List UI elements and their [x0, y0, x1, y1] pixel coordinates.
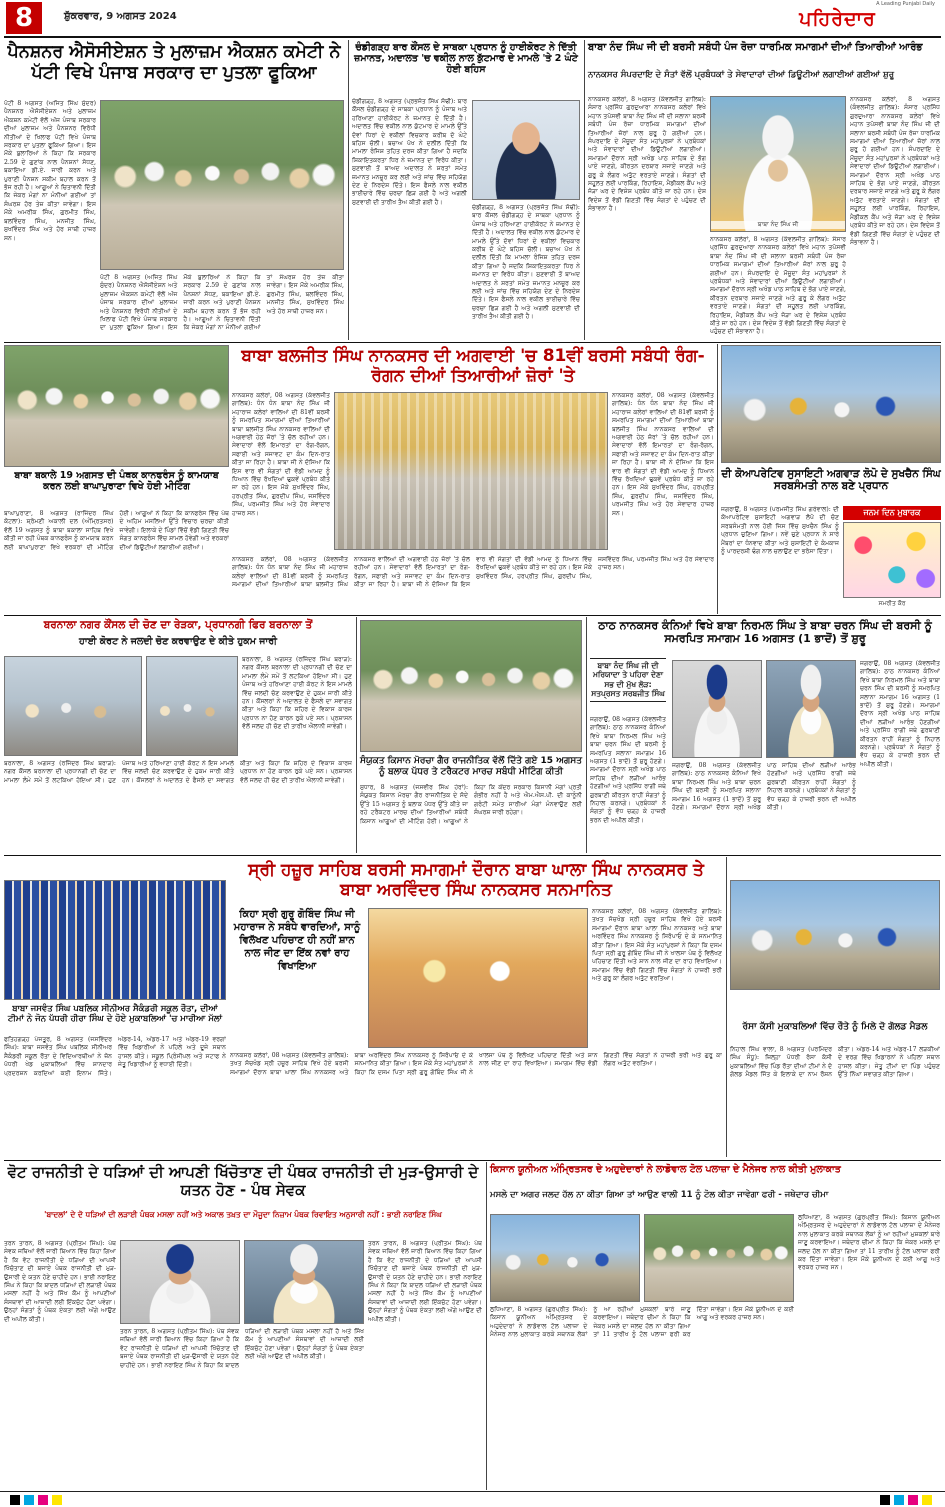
nanaksar-kania-body-3: ਜਗਰਾਉਂ, 08 ਅਗਸਤ (ਕੰਵਲਜੀਤ ਗਾਲਿਬ): ਠਾਠ ਨਾਨਕਸਰ ਕੰਨਿਆਂ ਵਿਖੇ ਬਾਬਾ ਨਿਰਮਲ ਸਿੰਘ ਅਤੇ ਬਾਬਾ ਚਰਨ ਸਿੰਘ ਦੀ ਬਰਸੀ ਨੂੰ ਸਮਰਪਿਤ ਸਲਾਨਾ ਸਮਾਗਮ 16 ਅਗਸਤ (1 ਭਾਦੋਂ) ਤੋਂ ਸ਼ੁਰੂ ਹੋਣਗੇ। ਸਮਾਗਮਾਂ ਦੌਰਾਨ ਸ੍ਰੀ ਅਖੰਡ ਪਾਠ ਸਾਹਿਬ ਦੀਆਂ ਲੜੀਆਂ ਆਰੰਭ ਹੋਣਗੀਆਂ ਅਤੇ ਪ੍ਰਸਿੱਧ ਰਾਗੀ ਜਥੇ ਗੁਰਬਾਣੀ ਕੀਰਤਨ ਰਾਹੀਂ ਸੰਗਤਾਂ ਨੂੰ ਨਿਹਾਲ ਕਰਨਗੇ। ਪ੍ਰਬੰਧਕਾਂ ਨੇ ਸੰਗਤਾਂ ਨੂੰ ਵੱਧ ਚੜ੍ਹ ਕੇ ਹਾਜ਼ਰੀ ਭਰਨ ਦੀ ਅਪੀਲ ਕੀਤੀ। — [672, 762, 856, 812]
issue-date: ਸ਼ੁੱਕਰਵਾਰ, 9 ਅਗਸਤ 2024 — [64, 11, 177, 22]
registration-mark — [880, 1495, 890, 1505]
nanaksar-kania-body: ਜਗਰਾਉਂ, 08 ਅਗਸਤ (ਕੰਵਲਜੀਤ ਗਾਲਿਬ): ਠਾਠ ਨਾਨਕਸਰ ਕੰਨਿਆਂ ਵਿਖੇ ਬਾਬਾ ਨਿਰਮਲ ਸਿੰਘ ਅਤੇ ਬਾਬਾ ਚਰਨ ਸਿੰਘ ਦੀ ਬਰਸੀ ਨੂੰ ਸਮਰਪਿਤ ਸਲਾਨਾ ਸਮਾਗਮ 16 ਅਗਸਤ (1 ਭਾਦੋਂ) ਤੋਂ ਸ਼ੁਰੂ ਹੋਣਗੇ। ਸਮਾਗਮਾਂ ਦੌਰਾਨ ਸ੍ਰੀ ਅਖੰਡ ਪਾਠ ਸਾਹਿਬ ਦੀਆਂ ਲੜੀਆਂ ਆਰੰਭ ਹੋਣਗੀਆਂ ਅਤੇ ਪ੍ਰਸਿੱਧ ਰਾਗੀ ਜਥੇ ਗੁਰਬਾਣੀ ਕੀਰਤਨ ਰਾਹੀਂ ਸੰਗਤਾਂ ਨੂੰ ਨਿਹਾਲ ਕਰਨਗੇ। ਪ੍ਰਬੰਧਕਾਂ ਨੇ ਸੰਗਤਾਂ ਨੂੰ ਵੱਧ ਚੜ੍ਹ ਕੇ ਹਾਜ਼ਰੀ ਭਰਨ ਦੀ ਅਪੀਲ ਕੀਤੀ। — [860, 660, 940, 768]
divider — [726, 857, 727, 1157]
baba-nand-singh-subhead: ਨਾਨਕਸਰ ਸੰਪਰਦਾਇ ਦੇ ਸੰਤਾਂ ਵੱਲੋਂ ਪ੍ਰਬੰਧਕਾਂ ਤੇ ਸੇਵਾਦਾਰਾਂ ਦੀਆਂ ਡਿਊਟੀਆਂ ਲਗਾਈਆਂ ਗਈਆਂ ਸ਼ੁਰੂ — [588, 70, 894, 80]
school-team-photo — [4, 880, 226, 1000]
bar-council-portrait — [472, 100, 580, 200]
birthday-photo — [843, 522, 941, 598]
baba-charan-singh-photo — [766, 660, 856, 758]
divider — [486, 1162, 487, 1490]
photo-caption: ਬਾਬਾ ਨੰਦ ਸਿੰਘ ਜੀ — [711, 221, 845, 229]
registration-mark — [908, 1495, 918, 1505]
renovation-photo — [334, 392, 608, 550]
registration-mark — [24, 1495, 34, 1505]
divider — [717, 344, 718, 614]
hazur-sahib-body-2: ਨਾਨਕਸਰ ਕਲੇਰਾਂ, 08 ਅਗਸਤ (ਕੰਵਲਜੀਤ ਗਾਲਿਬ): ਤਖਤ ਸੱਚਖੰਡ ਸ੍ਰੀ ਹਜ਼ੂਰ ਸਾਹਿਬ ਵਿਖੇ ਹੋਏ ਬਰਸੀ ਸਮਾਗਮਾਂ ਦੌਰਾਨ ਬਾਬਾ ਘਾਲਾ ਸਿੰਘ ਨਾਨਕਸਰ ਅਤੇ ਬਾਬਾ ਅਰਵਿੰਦਰ ਸਿੰਘ ਨਾਨਕਸਰ ਨੂੰ ਸਿਰੋਪਾਓ ਦੇ ਕੇ ਸਨਮਾਨਿਤ ਕੀਤਾ ਗਿਆ। ਇਸ ਮੌਕੇ ਸੰਤ ਮਹਾਂਪੁਰਸ਼ਾਂ ਨੇ ਕਿਹਾ ਕਿ ਦਸਮ ਪਿਤਾ ਸ੍ਰੀ ਗੁਰੂ ਗੋਬਿੰਦ ਸਿੰਘ ਜੀ ਨੇ ਖਾਲਸਾ ਪੰਥ ਨੂੰ ਵਿਲੱਖਣ ਪਹਿਚਾਣ ਦਿੱਤੀ ਅਤੇ ਸ਼ਾਨ ਨਾਲ ਜੀਣ ਦਾ ਰਾਹ ਵਿਖਾਇਆ। ਸਮਾਗਮ ਵਿੱਚ ਵੱਡੀ ਗਿਣਤੀ ਵਿੱਚ ਸੰਗਤਾਂ ਨੇ ਹਾਜ਼ਰੀ ਭਰੀ ਅਤੇ ਗੁਰੂ ਕਾ ਲੰਗਰ ਅਤੁੱਟ ਵਰਤਿਆ। — [230, 1052, 722, 1076]
pensioners-body-2: ਪੱਟੀ 8 ਅਗਸਤ (ਅਜਿਤ ਸਿੰਘ ਸੁੰਦਰ) ਪੈਨਸ਼ਨਰ ਐਸੋਸੀਏਸ਼ਨ ਅਤੇ ਮੁਲਾਜ਼ਮ ਐਕਸ਼ਨ ਕਮੇਟੀ ਵੱਲੋਂ ਅੱਜ ਪੰਜਾਬ ਸਰਕਾਰ ਦੀਆਂ ਮੁਲਾਜ਼ਮ ਅਤੇ ਪੈਨਸ਼ਨਰ ਵਿਰੋਧੀ ਨੀਤੀਆਂ ਦੇ ਖਿਲਾਫ ਪੱਟੀ ਵਿਖੇ ਪੰਜਾਬ ਸਰਕਾਰ ਦਾ ਪੁਤਲਾ ਫੂਕਿਆ ਗਿਆ। ਇਸ ਮੌਕੇ ਬੁਲਾਰਿਆਂ ਨੇ ਕਿਹਾ ਕਿ ਸਰਕਾਰ 2.59 ਦੇ ਗੁਣਾਂਕ ਨਾਲ ਪੈਨਸ਼ਨਾਂ ਸੋਧਣ, ਬਕਾਇਆ ਡੀ.ਏ. ਜਾਰੀ ਕਰਨ ਅਤੇ ਪੁਰਾਣੀ ਪੈਨਸ਼ਨ ਸਕੀਮ ਬਹਾਲ ਕਰਨ ਤੋਂ ਭੱਜ ਰਹੀ ਹੈ। ਆਗੂਆਂ ਨੇ ਚਿਤਾਵਨੀ ਦਿੱਤੀ ਕਿ ਜੇਕਰ ਮੰਗਾਂ ਨਾ ਮੰਨੀਆਂ ਗਈਆਂ ਤਾਂ ਸੰਘਰਸ਼ ਹੋਰ ਤੇਜ਼ ਕੀਤਾ ਜਾਵੇਗਾ। ਇਸ ਮੌਕੇ ਅਮਰੀਕ ਸਿੰਘ, ਗੁਰਮੀਤ ਸਿੰਘ, ਬਲਵਿੰਦਰ ਸਿੰਘ, ਮਨਜੀਤ ਸਿੰਘ, ਸੁਖਵਿੰਦਰ ਸਿੰਘ ਅਤੇ ਹੋਰ ਸਾਥੀ ਹਾਜ਼ਰ ਸਨ। — [100, 274, 344, 332]
baba-nand-singh-body-3: ਨਾਨਕਸਰ ਕਲੇਰਾਂ, 8 ਅਗਸਤ (ਕੰਵਲਜੀਤ ਗਾਲਿਬ): ਸੰਸਾਰ ਪ੍ਰਸਿੱਧ ਗੁਰਦੁਆਰਾ ਨਾਨਕਸਰ ਕਲੇਰਾਂ ਵਿਖੇ ਮਹਾਨ ਤਪੱਸਵੀ ਬਾਬਾ ਨੰਦ ਸਿੰਘ ਜੀ ਦੀ ਸਲਾਨਾ ਬਰਸੀ ਸਬੰਧੀ ਪੰਜ ਰੋਜ਼ਾ ਧਾਰਮਿਕ ਸਮਾਗਮਾਂ ਦੀਆਂ ਤਿਆਰੀਆਂ ਜ਼ੋਰਾਂ ਨਾਲ ਸ਼ੁਰੂ ਹੋ ਗਈਆਂ ਹਨ। ਸੰਪਰਦਾਇ ਦੇ ਮੌਜੂਦਾ ਸੰਤ ਮਹਾਂਪੁਰਸ਼ਾਂ ਨੇ ਪ੍ਰਬੰਧਕਾਂ ਅਤੇ ਸੇਵਾਦਾਰਾਂ ਦੀਆਂ ਡਿਊਟੀਆਂ ਲਗਾਈਆਂ। ਸਮਾਗਮਾਂ ਦੌਰਾਨ ਸ੍ਰੀ ਅਖੰਡ ਪਾਠ ਸਾਹਿਬ ਦੇ ਭੋਗ ਪਾਏ ਜਾਣਗੇ, ਕੀਰਤਨ ਦਰਬਾਰ ਸਜਾਏ ਜਾਣਗੇ ਅਤੇ ਗੁਰੂ ਕੇ ਲੰਗਰ ਅਤੁੱਟ ਵਰਤਾਏ ਜਾਣਗੇ। ਸੰਗਤਾਂ ਦੀ ਸਹੂਲਤ ਲਈ ਪਾਰਕਿੰਗ, ਰਿਹਾਇਸ਼, ਮੈਡੀਕਲ ਕੈਂਪ ਅਤੇ ਜੋੜਾ ਘਰ ਦੇ ਵਿਸ਼ੇਸ਼ ਪ੍ਰਬੰਧ ਕੀਤੇ ਜਾ ਰਹੇ ਹਨ। ਦੇਸ਼ ਵਿਦੇਸ਼ ਤੋਂ ਵੱਡੀ ਗਿਣਤੀ ਵਿੱਚ ਸੰਗਤਾਂ ਦੇ ਪਹੁੰਚਣ ਦੀ ਸੰਭਾਵਨਾ ਹੈ। — [710, 236, 846, 336]
bar-council-body-2: ਚੰਡੀਗੜ੍ਹ, 8 ਅਗਸਤ (ਪ੍ਰਭਜੋਤ ਸਿੰਘ ਸੋਢੀ): ਬਾਰ ਕੌਂਸਲ ਚੰਡੀਗੜ੍ਹ ਦੇ ਸਾਬਕਾ ਪ੍ਰਧਾਨ ਨੂੰ ਪੰਜਾਬ ਅਤੇ ਹਰਿਆਣਾ ਹਾਈਕੋਰਟ ਨੇ ਜ਼ਮਾਨਤ ਦੇ ਦਿੱਤੀ ਹੈ। ਅਦਾਲਤ ਵਿੱਚ ਵਕੀਲ ਨਾਲ ਕੁੱਟਮਾਰ ਦੇ ਮਾਮਲੇ ਉੱਤੇ ਦੋਵਾਂ ਧਿਰਾਂ ਦੇ ਵਕੀਲਾਂ ਵਿਚਕਾਰ ਕਰੀਬ ਦੋ ਘੰਟੇ ਬਹਿਸ ਚੱਲੀ। ਬਚਾਅ ਪੱਖ ਨੇ ਦਲੀਲ ਦਿੱਤੀ ਕਿ ਮਾਮਲਾ ਰੰਜਿਸ਼ ਤਹਿਤ ਦਰਜ ਕੀਤਾ ਗਿਆ ਹੈ ਜਦਕਿ ਸ਼ਿਕਾਇਤਕਰਤਾ ਧਿਰ ਨੇ ਜ਼ਮਾਨਤ ਦਾ ਵਿਰੋਧ ਕੀਤਾ। ਸੁਣਵਾਈ ਤੋਂ ਬਾਅਦ ਅਦਾਲਤ ਨੇ ਸ਼ਰਤਾਂ ਸਮੇਤ ਜ਼ਮਾਨਤ ਮਨਜ਼ੂਰ ਕਰ ਲਈ ਅਤੇ ਜਾਂਚ ਵਿੱਚ ਸਹਿਯੋਗ ਦੇਣ ਦੇ ਨਿਰਦੇਸ਼ ਦਿੱਤੇ। ਇਸ ਫੈਸਲੇ ਨਾਲ ਵਕੀਲ ਭਾਈਚਾਰੇ ਵਿੱਚ ਚਰਚਾ ਛਿੜ ਗਈ ਹੈ ਅਤੇ ਅਗਲੀ ਸੁਣਵਾਈ ਦੀ ਤਾਰੀਖ ਤੈਅ ਕੀਤੀ ਗਈ ਹੈ। — [472, 204, 580, 321]
barnala-photo-1 — [4, 656, 142, 756]
barnala-body: ਬਰਨਾਲਾ, 8 ਅਗਸਤ (ਰਜਿੰਦਰ ਸਿੰਘ ਬਰਾੜ): ਨਗਰ ਕੌਂਸਲ ਬਰਨਾਲਾ ਦੀ ਪ੍ਰਧਾਨਗੀ ਦੀ ਚੋਣ ਦਾ ਮਾਮਲਾ ਲੰਮੇ ਸਮੇਂ ਤੋਂ ਲਟਕਿਆ ਹੋਇਆ ਸੀ। ਹੁਣ ਪੰਜਾਬ ਅਤੇ ਹਰਿਆਣਾ ਹਾਈ ਕੋਰਟ ਨੇ ਇਸ ਮਾਮਲੇ ਵਿੱਚ ਜਲਦੀ ਚੋਣ ਕਰਵਾਉਣ ਦੇ ਹੁਕਮ ਜਾਰੀ ਕੀਤੇ ਹਨ। ਕੌਂਸਲਰਾਂ ਨੇ ਅਦਾਲਤ ਦੇ ਫੈਸਲੇ ਦਾ ਸਵਾਗਤ ਕੀਤਾ ਅਤੇ ਕਿਹਾ ਕਿ ਸ਼ਹਿਰ ਦੇ ਵਿਕਾਸ ਕਾਰਜ ਪ੍ਰਧਾਨ ਨਾ ਹੋਣ ਕਾਰਨ ਰੁਕੇ ਪਏ ਸਨ। ਪ੍ਰਸ਼ਾਸਨ ਵੱਲੋਂ ਜਲਦ ਹੀ ਚੋਣ ਦੀ ਤਾਰੀਖ ਐਲਾਨੀ ਜਾਵੇਗੀ। — [242, 656, 352, 731]
registration-mark — [10, 1495, 20, 1505]
panth-sevak-photo-1 — [120, 1240, 240, 1324]
divider — [348, 40, 349, 340]
baba-baljit-singh-headline: ਬਾਬਾ ਬਲਜੀਤ ਸਿੰਘ ਨਾਨਕਸਰ ਦੀ ਅਗਵਾਈ 'ਚ 81ਵੀਂ ਬਰਸੀ ਸਬੰਧੀ ਰੰਗ-ਰੋਗਨ ਦੀਆਂ ਤਿਆਰੀਆਂ ਜ਼ੋਰਾਂ 'ਤੇ — [241, 346, 705, 387]
registration-mark — [38, 1495, 48, 1505]
baba-bakala-body: ਬਾਘਾਪੁਰਾਣਾ, 8 ਅਗਸਤ (ਰਾਜਿੰਦਰ ਸਿੰਘ ਕੋਟਲਾ): ਸ਼੍ਰੋਮਣੀ ਅਕਾਲੀ ਦਲ (ਅੰਮ੍ਰਿਤਸਰ) ਵੱਲੋਂ 19 ਅਗਸਤ ਨੂੰ ਬਾਬਾ ਬਕਾਲਾ ਸਾਹਿਬ ਵਿਖੇ ਕੀਤੀ ਜਾ ਰਹੀ ਪੰਥਕ ਕਾਨਫਰੰਸ ਨੂੰ ਕਾਮਯਾਬ ਕਰਨ ਲਈ ਬਾਘਾਪੁਰਾਣਾ ਵਿਖੇ ਵਰਕਰਾਂ ਦੀ ਮੀਟਿੰਗ ਹੋਈ। ਆਗੂਆਂ ਨੇ ਕਿਹਾ ਕਿ ਕਾਨਫਰੰਸ ਵਿੱਚ ਪੰਥ ਦੇ ਅਹਿਮ ਮਸਲਿਆਂ ਉੱਤੇ ਵਿਚਾਰ ਚਰਚਾ ਕੀਤੀ ਜਾਵੇਗੀ। ਇਲਾਕੇ ਦੇ ਪਿੰਡਾਂ ਵਿੱਚੋਂ ਵੱਡੀ ਗਿਣਤੀ ਵਿੱਚ ਸੰਗਤ ਕਾਨਫਰੰਸ ਵਿੱਚ ਸ਼ਾਮਲ ਹੋਵੇਗੀ ਅਤੇ ਵਰਕਰਾਂ ਦੀਆਂ ਡਿਊਟੀਆਂ ਲਗਾਈਆਂ ਗਈਆਂ। — [4, 510, 229, 551]
tagline: A Leading Punjabi Daily — [876, 1, 935, 7]
baba-baljit-singh-body-2: ਨਾਨਕਸਰ ਕਲੇਰਾਂ, 08 ਅਗਸਤ (ਕੰਵਲਜੀਤ ਗਾਲਿਬ): ਧੰਨ ਧੰਨ ਬਾਬਾ ਨੰਦ ਸਿੰਘ ਜੀ ਮਹਾਰਾਜ ਕਲੇਰਾਂ ਵਾਲਿਆਂ ਦੀ 81ਵੀਂ ਬਰਸੀ ਨੂੰ ਸਮਰਪਿਤ ਸਮਾਗਮਾਂ ਦੀਆਂ ਤਿਆਰੀਆਂ ਬਾਬਾ ਬਲਜੀਤ ਸਿੰਘ ਨਾਨਕਸਰ ਵਾਲਿਆਂ ਦੀ ਅਗਵਾਈ ਹੇਠ ਜ਼ੋਰਾਂ 'ਤੇ ਚੱਲ ਰਹੀਆਂ ਹਨ। ਸੇਵਾਦਾਰਾਂ ਵੱਲੋਂ ਇਮਾਰਤਾਂ ਦਾ ਰੰਗ-ਰੋਗਨ, ਸਫਾਈ ਅਤੇ ਸਜਾਵਟ ਦਾ ਕੰਮ ਦਿਨ-ਰਾਤ ਕੀਤਾ ਜਾ ਰਿਹਾ ਹੈ। ਬਾਬਾ ਜੀ ਨੇ ਦੱਸਿਆ ਕਿ ਇਸ ਵਾਰ ਵੀ ਸੰਗਤਾਂ ਦੀ ਵੱਡੀ ਆਮਦ ਨੂੰ ਧਿਆਨ ਵਿੱਚ ਰੱਖਦਿਆਂ ਢੁਕਵੇਂ ਪ੍ਰਬੰਧ ਕੀਤੇ ਜਾ ਰਹੇ ਹਨ। ਇਸ ਮੌਕੇ ਸੁਖਵਿੰਦਰ ਸਿੰਘ, ਹਰਪ੍ਰੀਤ ਸਿੰਘ, ਗੁਰਦੀਪ ਸਿੰਘ, ਜਸਵਿੰਦਰ ਸਿੰਘ, ਪਰਮਜੀਤ ਸਿੰਘ ਅਤੇ ਹੋਰ ਸੇਵਾਦਾਰ ਹਾਜ਼ਰ ਸਨ। — [612, 392, 714, 517]
nanaksar-kania-body-2: ਜਗਰਾਉਂ, 08 ਅਗਸਤ (ਕੰਵਲਜੀਤ ਗਾਲਿਬ): ਠਾਠ ਨਾਨਕਸਰ ਕੰਨਿਆਂ ਵਿਖੇ ਬਾਬਾ ਨਿਰਮਲ ਸਿੰਘ ਅਤੇ ਬਾਬਾ ਚਰਨ ਸਿੰਘ ਦੀ ਬਰਸੀ ਨੂੰ ਸਮਰਪਿਤ ਸਲਾਨਾ ਸਮਾਗਮ 16 ਅਗਸਤ (1 ਭਾਦੋਂ) ਤੋਂ ਸ਼ੁਰੂ ਹੋਣਗੇ। ਸਮਾਗਮਾਂ ਦੌਰਾਨ ਸ੍ਰੀ ਅਖੰਡ ਪਾਠ ਸਾਹਿਬ ਦੀਆਂ ਲੜੀਆਂ ਆਰੰਭ ਹੋਣਗੀਆਂ ਅਤੇ ਪ੍ਰਸਿੱਧ ਰਾਗੀ ਜਥੇ ਗੁਰਬਾਣੀ ਕੀਰਤਨ ਰਾਹੀਂ ਸੰਗਤਾਂ ਨੂੰ ਨਿਹਾਲ ਕਰਨਗੇ। ਪ੍ਰਬੰਧਕਾਂ ਨੇ ਸੰਗਤਾਂ ਨੂੰ ਵੱਧ ਚੜ੍ਹ ਕੇ ਹਾਜ਼ਰੀ ਭਰਨ ਦੀ ਅਪੀਲ ਕੀਤੀ। — [590, 716, 666, 824]
rassa-kashi-headline: ਰੱਸਾ ਕੱਸੀ ਮੁਕਾਬਲਿਆਂ ਵਿੱਚ ਰੌਤੇ ਨੂੰ ਮਿਲੇ ਦੋ ਗੋਲਡ ਮੈਡਲ — [742, 1022, 928, 1032]
baba-bakala-headline: ਬਾਬਾ ਬਕਾਲੇ 19 ਅਗਸਤ ਦੀ ਪੰਥਕ ਕਾਨਫਰੰਸ ਨੂੰ ਕਾਮਯਾਬ ਕਰਨ ਲਈ ਬਾਘਾਪੁਰਾਣਾ ਵਿਖੇ ਹੋਈ ਮੀਟਿੰਗ — [14, 470, 219, 493]
baba-nirmal-singh-photo — [672, 660, 762, 758]
nanaksar-kania-inset: ਬਾਬਾ ਨੰਦ ਸਿੰਘ ਜੀ ਦੀ ਮਰਿਯਾਦਾ ਤੇ ਪਹਿਰਾ ਦੇਣਾ ਸਭ ਦੀ ਮੁੱਖ ਲੋੜ: ਸਤਪ੍ਰਸਤ ਸਰਬਜੀਤ ਸਿੰਘ — [590, 658, 666, 702]
divider — [356, 617, 357, 853]
vote-politics-subhead: 'ਬਾਦਲਾਂ' ਦੇ ਦੋ ਧੜਿਆਂ ਦੀ ਲੜਾਈ ਪੰਥਕ ਮਸਲਾ ਨਹੀਂ ਅਤੇ ਅਕਾਲ ਤਖ਼ਤ ਦਾ ਮੌਜੂਦਾ ਨਿਜ਼ਾਮ ਪੰਥਕ ਰਿਵਾਇਤ ਅਨੁਸਾਰੀ ਨਹੀਂ : ਭਾਈ ਨਰਾਇਣ ਸਿੰਘ — [44, 1210, 442, 1219]
kisan-union-body: ਲੁਧਿਆਣਾ, 8 ਅਗਸਤ (ਗੁਰਪ੍ਰੀਤ ਸਿੰਘ): ਕਿਸਾਨ ਯੂਨੀਅਨ ਅੰਮ੍ਰਿਤਸਰ ਦੇ ਅਹੁਦੇਦਾਰਾਂ ਨੇ ਲਾਡੋਵਾਲ ਟੋਲ ਪਲਾਜ਼ਾ ਦੇ ਮੈਨੇਜਰ ਨਾਲ ਮੁਲਾਕਾਤ ਕਰਕੇ ਸਥਾਨਕ ਲੋਕਾਂ ਨੂੰ ਆ ਰਹੀਆਂ ਮੁਸ਼ਕਲਾਂ ਬਾਰੇ ਜਾਣੂ ਕਰਵਾਇਆ। ਜਥੇਦਾਰ ਚੀਮਾ ਨੇ ਕਿਹਾ ਕਿ ਜੇਕਰ ਮਸਲੇ ਦਾ ਜਲਦ ਹੱਲ ਨਾ ਕੀਤਾ ਗਿਆ ਤਾਂ 11 ਤਾਰੀਖ ਨੂੰ ਟੋਲ ਪਲਾਜ਼ਾ ਫਰੀ ਕਰ ਦਿੱਤਾ ਜਾਵੇਗਾ। ਇਸ ਮੌਕੇ ਯੂਨੀਅਨ ਦੇ ਕਈ ਆਗੂ ਅਤੇ ਵਰਕਰ ਹਾਜ਼ਰ ਸਨ। — [798, 1214, 940, 1272]
vote-politics-body: ਤਰਨ ਤਾਰਨ, 8 ਅਗਸਤ (ਪ੍ਰੀਤਮ ਸਿੰਘ): ਪੰਥ ਸੇਵਕ ਜਥਿਆਂ ਵੱਲੋਂ ਜਾਰੀ ਬਿਆਨ ਵਿੱਚ ਕਿਹਾ ਗਿਆ ਹੈ ਕਿ ਵੋਟ ਰਾਜਨੀਤੀ ਦੇ ਧੜਿਆਂ ਦੀ ਆਪਸੀ ਖਿੱਚੋਤਾਣ ਦੀ ਬਜਾਏ ਪੰਥਕ ਰਾਜਨੀਤੀ ਦੀ ਮੁੜ-ਉਸਾਰੀ ਦੇ ਯਤਨ ਹੋਣੇ ਚਾਹੀਦੇ ਹਨ। ਭਾਈ ਨਰਾਇਣ ਸਿੰਘ ਨੇ ਕਿਹਾ ਕਿ ਬਾਦਲ ਧੜਿਆਂ ਦੀ ਲੜਾਈ ਪੰਥਕ ਮਸਲਾ ਨਹੀਂ ਹੈ ਅਤੇ ਸਿੱਖ ਕੌਮ ਨੂੰ ਆਪਣੀਆਂ ਸੰਸਥਾਵਾਂ ਦੀ ਆਜ਼ਾਦੀ ਲਈ ਇੱਕਜੁੱਟ ਹੋਣਾ ਪਵੇਗਾ। ਉਨ੍ਹਾਂ ਸੰਗਤਾਂ ਨੂੰ ਪੰਥਕ ਏਕਤਾ ਲਈ ਅੱਗੇ ਆਉਣ ਦੀ ਅਪੀਲ ਕੀਤੀ। — [4, 1240, 116, 1323]
school-sports-body: ਫਤਿਹਗੜ੍ਹ ਪੰਜਤੂਰ, 8 ਅਗਸਤ (ਜਸਵਿੰਦਰ ਸਿੰਘ): ਬਾਬਾ ਜਸਵੰਤ ਸਿੰਘ ਪਬਲਿਕ ਸੀਨੀਅਰ ਸੈਕੰਡਰੀ ਸਕੂਲ ਰੌਤਾ ਦੇ ਵਿਦਿਆਰਥੀਆਂ ਨੇ ਜ਼ੋਨ ਪੱਧਰੀ ਖੇਡ ਮੁਕਾਬਲਿਆਂ ਵਿੱਚ ਸ਼ਾਨਦਾਰ ਪ੍ਰਦਰਸ਼ਨ ਕਰਦਿਆਂ ਕਈ ਇਨਾਮ ਜਿੱਤੇ। ਅੰਡਰ-14, ਅੰਡਰ-17 ਅਤੇ ਅੰਡਰ-19 ਵਰਗਾਂ ਵਿੱਚ ਖਿਡਾਰੀਆਂ ਨੇ ਪਹਿਲੇ ਅਤੇ ਦੂਜੇ ਸਥਾਨ ਹਾਸਲ ਕੀਤੇ। ਸਕੂਲ ਪ੍ਰਿੰਸੀਪਲ ਅਤੇ ਸਟਾਫ ਨੇ ਜੇਤੂ ਖਿਡਾਰੀਆਂ ਨੂੰ ਵਧਾਈ ਦਿੱਤੀ। — [4, 1036, 226, 1077]
computer-society-headline: ਦੀ ਕੋਆਪਰੇਟਿਵ ਸੁਸਾਇਟੀ ਅਗਵਾੜ ਲੋਪੋ ਦੇ ਸੁਖਚੈਨ ਸਿੰਘ ਸਰਬਸੰਮਤੀ ਨਾਲ ਬਣੇ ਪ੍ਰਧਾਨ — [721, 468, 941, 493]
pensioners-photo — [100, 100, 344, 270]
toll-plaza-photo-1 — [490, 1214, 640, 1302]
divider — [584, 40, 585, 340]
kisan-morcha-body: ਸੁਧਾਰ, 8 ਅਗਸਤ (ਜਸਵੀਰ ਸਿੰਘ ਹੇਰਾਂ): ਸੰਯੁਕਤ ਕਿਸਾਨ ਮੋਰਚਾ ਗੈਰ ਰਾਜਨੀਤਿਕ ਦੇ ਸੱਦੇ ਉੱਤੇ 15 ਅਗਸਤ ਨੂੰ ਬਲਾਕ ਪੱਧਰ ਉੱਤੇ ਕੀਤੇ ਜਾ ਰਹੇ ਟਰੈਕਟਰ ਮਾਰਚ ਦੀਆਂ ਤਿਆਰੀਆਂ ਸਬੰਧੀ ਕਿਸਾਨ ਆਗੂਆਂ ਦੀ ਮੀਟਿੰਗ ਹੋਈ। ਆਗੂਆਂ ਨੇ ਕਿਹਾ ਕਿ ਕੇਂਦਰ ਸਰਕਾਰ ਕਿਸਾਨੀ ਮੰਗਾਂ ਪ੍ਰਤੀ ਗੰਭੀਰ ਨਹੀਂ ਹੈ ਅਤੇ ਐਮ.ਐਸ.ਪੀ. ਦੀ ਕਾਨੂੰਨੀ ਗਰੰਟੀ ਸਮੇਤ ਸਾਰੀਆਂ ਮੰਗਾਂ ਮੰਨਵਾਉਣ ਲਈ ਸੰਘਰਸ਼ ਜਾਰੀ ਰਹੇਗਾ। — [360, 784, 582, 825]
section-rule — [4, 855, 941, 856]
society-group-photo — [721, 345, 941, 463]
toll-plaza-photo-2 — [644, 1214, 794, 1302]
hazur-sahib-headline: ਸ੍ਰੀ ਹਜ਼ੂਰ ਸਾਹਿਬ ਬਰਸੀ ਸਮਾਗਮਾਂ ਦੌਰਾਨ ਬਾਬਾ ਘਾਲਾ ਸਿੰਘ ਨਾਨਕਸਰ ਤੇ ਬਾਬਾ ਅਰਵਿੰਦਰ ਸਿੰਘ ਨਾਨਕਸਰ ਸਨਮਾਨਿਤ — [248, 860, 704, 901]
vote-politics-body-2: ਤਰਨ ਤਾਰਨ, 8 ਅਗਸਤ (ਪ੍ਰੀਤਮ ਸਿੰਘ): ਪੰਥ ਸੇਵਕ ਜਥਿਆਂ ਵੱਲੋਂ ਜਾਰੀ ਬਿਆਨ ਵਿੱਚ ਕਿਹਾ ਗਿਆ ਹੈ ਕਿ ਵੋਟ ਰਾਜਨੀਤੀ ਦੇ ਧੜਿਆਂ ਦੀ ਆਪਸੀ ਖਿੱਚੋਤਾਣ ਦੀ ਬਜਾਏ ਪੰਥਕ ਰਾਜਨੀਤੀ ਦੀ ਮੁੜ-ਉਸਾਰੀ ਦੇ ਯਤਨ ਹੋਣੇ ਚਾਹੀਦੇ ਹਨ। ਭਾਈ ਨਰਾਇਣ ਸਿੰਘ ਨੇ ਕਿਹਾ ਕਿ ਬਾਦਲ ਧੜਿਆਂ ਦੀ ਲੜਾਈ ਪੰਥਕ ਮਸਲਾ ਨਹੀਂ ਹੈ ਅਤੇ ਸਿੱਖ ਕੌਮ ਨੂੰ ਆਪਣੀਆਂ ਸੰਸਥਾਵਾਂ ਦੀ ਆਜ਼ਾਦੀ ਲਈ ਇੱਕਜੁੱਟ ਹੋਣਾ ਪਵੇਗਾ। ਉਨ੍ਹਾਂ ਸੰਗਤਾਂ ਨੂੰ ਪੰਥਕ ਏਕਤਾ ਲਈ ਅੱਗੇ ਆਉਣ ਦੀ ਅਪੀਲ ਕੀਤੀ। — [368, 1240, 482, 1323]
kisan-morcha-photo — [360, 620, 582, 752]
baba-baljit-singh-body-3: ਨਾਨਕਸਰ ਕਲੇਰਾਂ, 08 ਅਗਸਤ (ਕੰਵਲਜੀਤ ਗਾਲਿਬ): ਧੰਨ ਧੰਨ ਬਾਬਾ ਨੰਦ ਸਿੰਘ ਜੀ ਮਹਾਰਾਜ ਕਲੇਰਾਂ ਵਾਲਿਆਂ ਦੀ 81ਵੀਂ ਬਰਸੀ ਨੂੰ ਸਮਰਪਿਤ ਸਮਾਗਮਾਂ ਦੀਆਂ ਤਿਆਰੀਆਂ ਬਾਬਾ ਬਲਜੀਤ ਸਿੰਘ ਨਾਨਕਸਰ ਵਾਲਿਆਂ ਦੀ ਅਗਵਾਈ ਹੇਠ ਜ਼ੋਰਾਂ 'ਤੇ ਚੱਲ ਰਹੀਆਂ ਹਨ। ਸੇਵਾਦਾਰਾਂ ਵੱਲੋਂ ਇਮਾਰਤਾਂ ਦਾ ਰੰਗ-ਰੋਗਨ, ਸਫਾਈ ਅਤੇ ਸਜਾਵਟ ਦਾ ਕੰਮ ਦਿਨ-ਰਾਤ ਕੀਤਾ ਜਾ ਰਿਹਾ ਹੈ। ਬਾਬਾ ਜੀ ਨੇ ਦੱਸਿਆ ਕਿ ਇਸ ਵਾਰ ਵੀ ਸੰਗਤਾਂ ਦੀ ਵੱਡੀ ਆਮਦ ਨੂੰ ਧਿਆਨ ਵਿੱਚ ਰੱਖਦਿਆਂ ਢੁਕਵੇਂ ਪ੍ਰਬੰਧ ਕੀਤੇ ਜਾ ਰਹੇ ਹਨ। ਇਸ ਮੌਕੇ ਸੁਖਵਿੰਦਰ ਸਿੰਘ, ਹਰਪ੍ਰੀਤ ਸਿੰਘ, ਗੁਰਦੀਪ ਸਿੰਘ, ਜਸਵਿੰਦਰ ਸਿੰਘ, ਪਰਮਜੀਤ ਸਿੰਘ ਅਤੇ ਹੋਰ ਸੇਵਾਦਾਰ ਹਾਜ਼ਰ ਸਨ। — [232, 556, 714, 589]
birthday-name: ਸਮਰੀਤ ਕੌਰ — [878, 600, 906, 607]
kisan-morcha-headline: ਸੰਯੁਕਤ ਕਿਸਾਨ ਮੋਰਚਾ ਗੈਰ ਰਾਜਨੀਤਿਕ ਵੱਲੋਂ ਦਿੱਤੇ ਗਏ 15 ਅਗਸਤ ਨੂੰ ਬਲਾਕ ਪੱਧਰ ਤੇ ਟਰੈਕਟਰ ਮਾਰਚ ਸਬੰਧੀ ਮੀਟਿੰਗ ਕੀਤੀ — [360, 756, 582, 777]
section-rule — [4, 615, 941, 616]
hazur-sahib-body: ਨਾਨਕਸਰ ਕਲੇਰਾਂ, 08 ਅਗਸਤ (ਕੰਵਲਜੀਤ ਗਾਲਿਬ): ਤਖਤ ਸੱਚਖੰਡ ਸ੍ਰੀ ਹਜ਼ੂਰ ਸਾਹਿਬ ਵਿਖੇ ਹੋਏ ਬਰਸੀ ਸਮਾਗਮਾਂ ਦੌਰਾਨ ਬਾਬਾ ਘਾਲਾ ਸਿੰਘ ਨਾਨਕਸਰ ਅਤੇ ਬਾਬਾ ਅਰਵਿੰਦਰ ਸਿੰਘ ਨਾਨਕਸਰ ਨੂੰ ਸਿਰੋਪਾਓ ਦੇ ਕੇ ਸਨਮਾਨਿਤ ਕੀਤਾ ਗਿਆ। ਇਸ ਮੌਕੇ ਸੰਤ ਮਹਾਂਪੁਰਸ਼ਾਂ ਨੇ ਕਿਹਾ ਕਿ ਦਸਮ ਪਿਤਾ ਸ੍ਰੀ ਗੁਰੂ ਗੋਬਿੰਦ ਸਿੰਘ ਜੀ ਨੇ ਖਾਲਸਾ ਪੰਥ ਨੂੰ ਵਿਲੱਖਣ ਪਹਿਚਾਣ ਦਿੱਤੀ ਅਤੇ ਸ਼ਾਨ ਨਾਲ ਜੀਣ ਦਾ ਰਾਹ ਵਿਖਾਇਆ। ਸਮਾਗਮ ਵਿੱਚ ਵੱਡੀ ਗਿਣਤੀ ਵਿੱਚ ਸੰਗਤਾਂ ਨੇ ਹਾਜ਼ਰੀ ਭਰੀ ਅਤੇ ਗੁਰੂ ਕਾ ਲੰਗਰ ਅਤੁੱਟ ਵਰਤਿਆ। — [592, 908, 722, 983]
kisan-union-body-2: ਲੁਧਿਆਣਾ, 8 ਅਗਸਤ (ਗੁਰਪ੍ਰੀਤ ਸਿੰਘ): ਕਿਸਾਨ ਯੂਨੀਅਨ ਅੰਮ੍ਰਿਤਸਰ ਦੇ ਅਹੁਦੇਦਾਰਾਂ ਨੇ ਲਾਡੋਵਾਲ ਟੋਲ ਪਲਾਜ਼ਾ ਦੇ ਮੈਨੇਜਰ ਨਾਲ ਮੁਲਾਕਾਤ ਕਰਕੇ ਸਥਾਨਕ ਲੋਕਾਂ ਨੂੰ ਆ ਰਹੀਆਂ ਮੁਸ਼ਕਲਾਂ ਬਾਰੇ ਜਾਣੂ ਕਰਵਾਇਆ। ਜਥੇਦਾਰ ਚੀਮਾ ਨੇ ਕਿਹਾ ਕਿ ਜੇਕਰ ਮਸਲੇ ਦਾ ਜਲਦ ਹੱਲ ਨਾ ਕੀਤਾ ਗਿਆ ਤਾਂ 11 ਤਾਰੀਖ ਨੂੰ ਟੋਲ ਪਲਾਜ਼ਾ ਫਰੀ ਕਰ ਦਿੱਤਾ ਜਾਵੇਗਾ। ਇਸ ਮੌਕੇ ਯੂਨੀਅਨ ਦੇ ਕਈ ਆਗੂ ਅਤੇ ਵਰਕਰ ਹਾਜ਼ਰ ਸਨ। — [490, 1306, 794, 1339]
meeting-photo — [4, 345, 229, 467]
kisan-union-headline: ਕਿਸਾਨ ਯੂਨੀਅਨ ਅੰਮ੍ਰਿਤਸਰ ਦੇ ਅਹੁਦੇਦਾਰਾਂ ਨੇ ਲਾਡੋਵਾਲ ਟੋਲ ਪਲਾਜ਼ਾ ਦੇ ਮੈਨੇਜਰ ਨਾਲ ਕੀਤੀ ਮੁਲਾਕਾਤ — [490, 1164, 841, 1175]
pensioners-body: ਪੱਟੀ 8 ਅਗਸਤ (ਅਜਿਤ ਸਿੰਘ ਸੁੰਦਰ) ਪੈਨਸ਼ਨਰ ਐਸੋਸੀਏਸ਼ਨ ਅਤੇ ਮੁਲਾਜ਼ਮ ਐਕਸ਼ਨ ਕਮੇਟੀ ਵੱਲੋਂ ਅੱਜ ਪੰਜਾਬ ਸਰਕਾਰ ਦੀਆਂ ਮੁਲਾਜ਼ਮ ਅਤੇ ਪੈਨਸ਼ਨਰ ਵਿਰੋਧੀ ਨੀਤੀਆਂ ਦੇ ਖਿਲਾਫ ਪੱਟੀ ਵਿਖੇ ਪੰਜਾਬ ਸਰਕਾਰ ਦਾ ਪੁਤਲਾ ਫੂਕਿਆ ਗਿਆ। ਇਸ ਮੌਕੇ ਬੁਲਾਰਿਆਂ ਨੇ ਕਿਹਾ ਕਿ ਸਰਕਾਰ 2.59 ਦੇ ਗੁਣਾਂਕ ਨਾਲ ਪੈਨਸ਼ਨਾਂ ਸੋਧਣ, ਬਕਾਇਆ ਡੀ.ਏ. ਜਾਰੀ ਕਰਨ ਅਤੇ ਪੁਰਾਣੀ ਪੈਨਸ਼ਨ ਸਕੀਮ ਬਹਾਲ ਕਰਨ ਤੋਂ ਭੱਜ ਰਹੀ ਹੈ। ਆਗੂਆਂ ਨੇ ਚਿਤਾਵਨੀ ਦਿੱਤੀ ਕਿ ਜੇਕਰ ਮੰਗਾਂ ਨਾ ਮੰਨੀਆਂ ਗਈਆਂ ਤਾਂ ਸੰਘਰਸ਼ ਹੋਰ ਤੇਜ਼ ਕੀਤਾ ਜਾਵੇਗਾ। ਇਸ ਮੌਕੇ ਅਮਰੀਕ ਸਿੰਘ, ਗੁਰਮੀਤ ਸਿੰਘ, ਬਲਵਿੰਦਰ ਸਿੰਘ, ਮਨਜੀਤ ਸਿੰਘ, ਸੁਖਵਿੰਦਰ ਸਿੰਘ ਅਤੇ ਹੋਰ ਸਾਥੀ ਹਾਜ਼ਰ ਸਨ। — [4, 100, 96, 242]
hazur-sahib-photo — [368, 908, 588, 1048]
rassa-kashi-photo-1 — [730, 880, 940, 990]
page-number: 8 — [6, 2, 42, 34]
birthday-label: ਜਨਮ ਦਿਨ ਮੁਬਾਰਕ — [843, 506, 941, 520]
baba-nand-singh-body: ਨਾਨਕਸਰ ਕਲੇਰਾਂ, 8 ਅਗਸਤ (ਕੰਵਲਜੀਤ ਗਾਲਿਬ): ਸੰਸਾਰ ਪ੍ਰਸਿੱਧ ਗੁਰਦੁਆਰਾ ਨਾਨਕਸਰ ਕਲੇਰਾਂ ਵਿਖੇ ਮਹਾਨ ਤਪੱਸਵੀ ਬਾਬਾ ਨੰਦ ਸਿੰਘ ਜੀ ਦੀ ਸਲਾਨਾ ਬਰਸੀ ਸਬੰਧੀ ਪੰਜ ਰੋਜ਼ਾ ਧਾਰਮਿਕ ਸਮਾਗਮਾਂ ਦੀਆਂ ਤਿਆਰੀਆਂ ਜ਼ੋਰਾਂ ਨਾਲ ਸ਼ੁਰੂ ਹੋ ਗਈਆਂ ਹਨ। ਸੰਪਰਦਾਇ ਦੇ ਮੌਜੂਦਾ ਸੰਤ ਮਹਾਂਪੁਰਸ਼ਾਂ ਨੇ ਪ੍ਰਬੰਧਕਾਂ ਅਤੇ ਸੇਵਾਦਾਰਾਂ ਦੀਆਂ ਡਿਊਟੀਆਂ ਲਗਾਈਆਂ। ਸਮਾਗਮਾਂ ਦੌਰਾਨ ਸ੍ਰੀ ਅਖੰਡ ਪਾਠ ਸਾਹਿਬ ਦੇ ਭੋਗ ਪਾਏ ਜਾਣਗੇ, ਕੀਰਤਨ ਦਰਬਾਰ ਸਜਾਏ ਜਾਣਗੇ ਅਤੇ ਗੁਰੂ ਕੇ ਲੰਗਰ ਅਤੁੱਟ ਵਰਤਾਏ ਜਾਣਗੇ। ਸੰਗਤਾਂ ਦੀ ਸਹੂਲਤ ਲਈ ਪਾਰਕਿੰਗ, ਰਿਹਾਇਸ਼, ਮੈਡੀਕਲ ਕੈਂਪ ਅਤੇ ਜੋੜਾ ਘਰ ਦੇ ਵਿਸ਼ੇਸ਼ ਪ੍ਰਬੰਧ ਕੀਤੇ ਜਾ ਰਹੇ ਹਨ। ਦੇਸ਼ ਵਿਦੇਸ਼ ਤੋਂ ਵੱਡੀ ਗਿਣਤੀ ਵਿੱਚ ਸੰਗਤਾਂ ਦੇ ਪਹੁੰਚਣ ਦੀ ਸੰਭਾਵਨਾ ਹੈ। — [588, 96, 706, 213]
bar-council-headline: ਚੰਡੀਗੜ੍ਹ ਬਾਰ ਕੌਂਸਲ ਦੇ ਸਾਬਕਾ ਪ੍ਰਧਾਨ ਨੂੰ ਹਾਈਕੋਰਟ ਨੇ ਦਿੱਤੀ ਜ਼ਮਾਨਤ, ਅਦਾਲਤ 'ਚ ਵਕੀਲ ਨਾਲ ਕੁੱਟਮਾਰ ਦੇ ਮਾਮਲੇ 'ਤੇ 2 ਘੰਟੇ ਹੋਈ ਬਹਿਸ — [354, 42, 578, 76]
nanaksar-kania-headline: ਠਾਠ ਨਾਨਕਸਰ ਕੰਨਿਆਂ ਵਿਖੇ ਬਾਬਾ ਨਿਰਮਲ ਸਿੰਘ ਤੇ ਬਾਬਾ ਚਰਨ ਸਿੰਘ ਦੀ ਬਰਸੀ ਨੂੰ ਸਮਰਪਿਤ ਸਮਾਗਮ 16 ਅਗਸਤ (1 ਭਾਦੋਂ) ਤੋਂ ਸ਼ੁਰੂ — [598, 619, 932, 645]
baba-baljit-singh-body: ਨਾਨਕਸਰ ਕਲੇਰਾਂ, 08 ਅਗਸਤ (ਕੰਵਲਜੀਤ ਗਾਲਿਬ): ਧੰਨ ਧੰਨ ਬਾਬਾ ਨੰਦ ਸਿੰਘ ਜੀ ਮਹਾਰਾਜ ਕਲੇਰਾਂ ਵਾਲਿਆਂ ਦੀ 81ਵੀਂ ਬਰਸੀ ਨੂੰ ਸਮਰਪਿਤ ਸਮਾਗਮਾਂ ਦੀਆਂ ਤਿਆਰੀਆਂ ਬਾਬਾ ਬਲਜੀਤ ਸਿੰਘ ਨਾਨਕਸਰ ਵਾਲਿਆਂ ਦੀ ਅਗਵਾਈ ਹੇਠ ਜ਼ੋਰਾਂ 'ਤੇ ਚੱਲ ਰਹੀਆਂ ਹਨ। ਸੇਵਾਦਾਰਾਂ ਵੱਲੋਂ ਇਮਾਰਤਾਂ ਦਾ ਰੰਗ-ਰੋਗਨ, ਸਫਾਈ ਅਤੇ ਸਜਾਵਟ ਦਾ ਕੰਮ ਦਿਨ-ਰਾਤ ਕੀਤਾ ਜਾ ਰਿਹਾ ਹੈ। ਬਾਬਾ ਜੀ ਨੇ ਦੱਸਿਆ ਕਿ ਇਸ ਵਾਰ ਵੀ ਸੰਗਤਾਂ ਦੀ ਵੱਡੀ ਆਮਦ ਨੂੰ ਧਿਆਨ ਵਿੱਚ ਰੱਖਦਿਆਂ ਢੁਕਵੇਂ ਪ੍ਰਬੰਧ ਕੀਤੇ ਜਾ ਰਹੇ ਹਨ। ਇਸ ਮੌਕੇ ਸੁਖਵਿੰਦਰ ਸਿੰਘ, ਹਰਪ੍ਰੀਤ ਸਿੰਘ, ਗੁਰਦੀਪ ਸਿੰਘ, ਜਸਵਿੰਦਰ ਸਿੰਘ, ਪਰਮਜੀਤ ਸਿੰਘ ਅਤੇ ਹੋਰ ਸੇਵਾਦਾਰ ਹਾਜ਼ਰ ਸਨ। — [232, 392, 330, 517]
registration-mark — [52, 1495, 62, 1505]
barnala-subhead: ਹਾਈ ਕੋਰਟ ਨੇ ਜਲਦੀ ਚੋਣ ਕਰਵਾਉਣ ਦੇ ਕੀਤੇ ਹੁਕਮ ਜਾਰੀ — [79, 636, 277, 647]
section-rule — [4, 342, 941, 343]
masthead-rule — [4, 36, 941, 38]
divider — [586, 617, 587, 853]
barnala-body-2: ਬਰਨਾਲਾ, 8 ਅਗਸਤ (ਰਜਿੰਦਰ ਸਿੰਘ ਬਰਾੜ): ਨਗਰ ਕੌਂਸਲ ਬਰਨਾਲਾ ਦੀ ਪ੍ਰਧਾਨਗੀ ਦੀ ਚੋਣ ਦਾ ਮਾਮਲਾ ਲੰਮੇ ਸਮੇਂ ਤੋਂ ਲਟਕਿਆ ਹੋਇਆ ਸੀ। ਹੁਣ ਪੰਜਾਬ ਅਤੇ ਹਰਿਆਣਾ ਹਾਈ ਕੋਰਟ ਨੇ ਇਸ ਮਾਮਲੇ ਵਿੱਚ ਜਲਦੀ ਚੋਣ ਕਰਵਾਉਣ ਦੇ ਹੁਕਮ ਜਾਰੀ ਕੀਤੇ ਹਨ। ਕੌਂਸਲਰਾਂ ਨੇ ਅਦਾਲਤ ਦੇ ਫੈਸਲੇ ਦਾ ਸਵਾਗਤ ਕੀਤਾ ਅਤੇ ਕਿਹਾ ਕਿ ਸ਼ਹਿਰ ਦੇ ਵਿਕਾਸ ਕਾਰਜ ਪ੍ਰਧਾਨ ਨਾ ਹੋਣ ਕਾਰਨ ਰੁਕੇ ਪਏ ਸਨ। ਪ੍ਰਸ਼ਾਸਨ ਵੱਲੋਂ ਜਲਦ ਹੀ ਚੋਣ ਦੀ ਤਾਰੀਖ ਐਲਾਨੀ ਜਾਵੇਗੀ। — [4, 760, 352, 784]
section-rule — [4, 1160, 941, 1161]
baba-nand-singh-photo — [710, 96, 846, 232]
hazur-sahib-quote: ਕਿਹਾ ਸ੍ਰੀ ਗੁਰੂ ਗੋਬਿੰਦ ਸਿੰਘ ਜੀ ਮਹਾਰਾਜ ਨੇ ਸਬੰਧੇ ਵਾਰਦਿਆਂ, ਸਾਨੂੰ ਵਿਲੱਖਣ ਪਹਿਚਾਣ ਹੀ ਨਹੀਂ ਸ਼ਾਨ ਨਾਲ ਜੀਣ ਦਾ ਇੱਕ ਨਵਾਂ ਰਾਹ ਵਿਖਾਇਆ — [233, 909, 361, 972]
baba-nand-singh-body-2: ਨਾਨਕਸਰ ਕਲੇਰਾਂ, 8 ਅਗਸਤ (ਕੰਵਲਜੀਤ ਗਾਲਿਬ): ਸੰਸਾਰ ਪ੍ਰਸਿੱਧ ਗੁਰਦੁਆਰਾ ਨਾਨਕਸਰ ਕਲੇਰਾਂ ਵਿਖੇ ਮਹਾਨ ਤਪੱਸਵੀ ਬਾਬਾ ਨੰਦ ਸਿੰਘ ਜੀ ਦੀ ਸਲਾਨਾ ਬਰਸੀ ਸਬੰਧੀ ਪੰਜ ਰੋਜ਼ਾ ਧਾਰਮਿਕ ਸਮਾਗਮਾਂ ਦੀਆਂ ਤਿਆਰੀਆਂ ਜ਼ੋਰਾਂ ਨਾਲ ਸ਼ੁਰੂ ਹੋ ਗਈਆਂ ਹਨ। ਸੰਪਰਦਾਇ ਦੇ ਮੌਜੂਦਾ ਸੰਤ ਮਹਾਂਪੁਰਸ਼ਾਂ ਨੇ ਪ੍ਰਬੰਧਕਾਂ ਅਤੇ ਸੇਵਾਦਾਰਾਂ ਦੀਆਂ ਡਿਊਟੀਆਂ ਲਗਾਈਆਂ। ਸਮਾਗਮਾਂ ਦੌਰਾਨ ਸ੍ਰੀ ਅਖੰਡ ਪਾਠ ਸਾਹਿਬ ਦੇ ਭੋਗ ਪਾਏ ਜਾਣਗੇ, ਕੀਰਤਨ ਦਰਬਾਰ ਸਜਾਏ ਜਾਣਗੇ ਅਤੇ ਗੁਰੂ ਕੇ ਲੰਗਰ ਅਤੁੱਟ ਵਰਤਾਏ ਜਾਣਗੇ। ਸੰਗਤਾਂ ਦੀ ਸਹੂਲਤ ਲਈ ਪਾਰਕਿੰਗ, ਰਿਹਾਇਸ਼, ਮੈਡੀਕਲ ਕੈਂਪ ਅਤੇ ਜੋੜਾ ਘਰ ਦੇ ਵਿਸ਼ੇਸ਼ ਪ੍ਰਬੰਧ ਕੀਤੇ ਜਾ ਰਹੇ ਹਨ। ਦੇਸ਼ ਵਿਦੇਸ਼ ਤੋਂ ਵੱਡੀ ਗਿਣਤੀ ਵਿੱਚ ਸੰਗਤਾਂ ਦੇ ਪਹੁੰਚਣ ਦੀ ਸੰਭਾਵਨਾ ਹੈ। — [850, 96, 940, 246]
print-registration-strip — [0, 1491, 945, 1507]
registration-mark — [922, 1495, 932, 1505]
vote-politics-body-3: ਤਰਨ ਤਾਰਨ, 8 ਅਗਸਤ (ਪ੍ਰੀਤਮ ਸਿੰਘ): ਪੰਥ ਸੇਵਕ ਜਥਿਆਂ ਵੱਲੋਂ ਜਾਰੀ ਬਿਆਨ ਵਿੱਚ ਕਿਹਾ ਗਿਆ ਹੈ ਕਿ ਵੋਟ ਰਾਜਨੀਤੀ ਦੇ ਧੜਿਆਂ ਦੀ ਆਪਸੀ ਖਿੱਚੋਤਾਣ ਦੀ ਬਜਾਏ ਪੰਥਕ ਰਾਜਨੀਤੀ ਦੀ ਮੁੜ-ਉਸਾਰੀ ਦੇ ਯਤਨ ਹੋਣੇ ਚਾਹੀਦੇ ਹਨ। ਭਾਈ ਨਰਾਇਣ ਸਿੰਘ ਨੇ ਕਿਹਾ ਕਿ ਬਾਦਲ ਧੜਿਆਂ ਦੀ ਲੜਾਈ ਪੰਥਕ ਮਸਲਾ ਨਹੀਂ ਹੈ ਅਤੇ ਸਿੱਖ ਕੌਮ ਨੂੰ ਆਪਣੀਆਂ ਸੰਸਥਾਵਾਂ ਦੀ ਆਜ਼ਾਦੀ ਲਈ ਇੱਕਜੁੱਟ ਹੋਣਾ ਪਵੇਗਾ। ਉਨ੍ਹਾਂ ਸੰਗਤਾਂ ਨੂੰ ਪੰਥਕ ਏਕਤਾ ਲਈ ਅੱਗੇ ਆਉਣ ਦੀ ਅਪੀਲ ਕੀਤੀ। — [120, 1328, 364, 1369]
bar-council-body: ਚੰਡੀਗੜ੍ਹ, 8 ਅਗਸਤ (ਪ੍ਰਭਜੋਤ ਸਿੰਘ ਸੋਢੀ): ਬਾਰ ਕੌਂਸਲ ਚੰਡੀਗੜ੍ਹ ਦੇ ਸਾਬਕਾ ਪ੍ਰਧਾਨ ਨੂੰ ਪੰਜਾਬ ਅਤੇ ਹਰਿਆਣਾ ਹਾਈਕੋਰਟ ਨੇ ਜ਼ਮਾਨਤ ਦੇ ਦਿੱਤੀ ਹੈ। ਅਦਾਲਤ ਵਿੱਚ ਵਕੀਲ ਨਾਲ ਕੁੱਟਮਾਰ ਦੇ ਮਾਮਲੇ ਉੱਤੇ ਦੋਵਾਂ ਧਿਰਾਂ ਦੇ ਵਕੀਲਾਂ ਵਿਚਕਾਰ ਕਰੀਬ ਦੋ ਘੰਟੇ ਬਹਿਸ ਚੱਲੀ। ਬਚਾਅ ਪੱਖ ਨੇ ਦਲੀਲ ਦਿੱਤੀ ਕਿ ਮਾਮਲਾ ਰੰਜਿਸ਼ ਤਹਿਤ ਦਰਜ ਕੀਤਾ ਗਿਆ ਹੈ ਜਦਕਿ ਸ਼ਿਕਾਇਤਕਰਤਾ ਧਿਰ ਨੇ ਜ਼ਮਾਨਤ ਦਾ ਵਿਰੋਧ ਕੀਤਾ। ਸੁਣਵਾਈ ਤੋਂ ਬਾਅਦ ਅਦਾਲਤ ਨੇ ਸ਼ਰਤਾਂ ਸਮੇਤ ਜ਼ਮਾਨਤ ਮਨਜ਼ੂਰ ਕਰ ਲਈ ਅਤੇ ਜਾਂਚ ਵਿੱਚ ਸਹਿਯੋਗ ਦੇਣ ਦੇ ਨਿਰਦੇਸ਼ ਦਿੱਤੇ। ਇਸ ਫੈਸਲੇ ਨਾਲ ਵਕੀਲ ਭਾਈਚਾਰੇ ਵਿੱਚ ਚਰਚਾ ਛਿੜ ਗਈ ਹੈ ਅਤੇ ਅਗਲੀ ਸੁਣਵਾਈ ਦੀ ਤਾਰੀਖ ਤੈਅ ਕੀਤੀ ਗਈ ਹੈ। — [352, 98, 467, 206]
paper-name: ਪਹਿਰੇਦਾਰ — [799, 8, 876, 30]
vote-politics-headline: ਵੋਟ ਰਾਜਨੀਤੀ ਦੇ ਧੜਿਆਂ ਦੀ ਆਪਣੀ ਖਿੱਚੋਤਾਣ ਦੀ ਪੰਥਕ ਰਾਜਨੀਤੀ ਦੀ ਮੁੜ-ਉਸਾਰੀ ਦੇ ਯਤਨ ਹੋਣ - ਪੰਥ ਸੇਵਕ — [7, 1163, 479, 1199]
computer-society-body: ਜਗਰਾਉਂ, 8 ਅਗਸਤ (ਪਰਮਜੀਤ ਸਿੰਘ ਗਰੇਵਾਲ): ਦੀ ਕੋਆਪਰੇਟਿਵ ਸੁਸਾਇਟੀ ਅਗਵਾੜ ਲੋਪੋ ਦੀ ਚੋਣ ਸਰਬਸੰਮਤੀ ਨਾਲ ਹੋਈ ਜਿਸ ਵਿੱਚ ਸੁਖਚੈਨ ਸਿੰਘ ਨੂੰ ਪ੍ਰਧਾਨ ਚੁਣਿਆ ਗਿਆ। ਨਵੇਂ ਚੁਣੇ ਪ੍ਰਧਾਨ ਨੇ ਸਾਰੇ ਮੈਂਬਰਾਂ ਦਾ ਧੰਨਵਾਦ ਕੀਤਾ ਅਤੇ ਸੁਸਾਇਟੀ ਦੇ ਕੰਮਕਾਜ ਨੂੰ ਪਾਰਦਰਸ਼ੀ ਢੰਗ ਨਾਲ ਚਲਾਉਣ ਦਾ ਭਰੋਸਾ ਦਿੱਤਾ। — [721, 506, 839, 556]
rassa-kashi-body: ਨਿਹਾਲ ਸਿੰਘ ਵਾਲਾ, 8 ਅਗਸਤ (ਪਰਮਿੰਦਰ ਸਿੰਘ ਸੰਧੂ): ਜ਼ਿਲ੍ਹਾ ਪੱਧਰੀ ਰੱਸਾ ਕੱਸੀ ਮੁਕਾਬਲਿਆਂ ਵਿੱਚ ਪਿੰਡ ਰੌਤਾ ਦੀਆਂ ਟੀਮਾਂ ਨੇ ਦੋ ਗੋਲਡ ਮੈਡਲ ਜਿੱਤ ਕੇ ਇਲਾਕੇ ਦਾ ਨਾਮ ਰੌਸ਼ਨ ਕੀਤਾ। ਅੰਡਰ-14 ਅਤੇ ਅੰਡਰ-17 ਲੜਕੀਆਂ ਦੇ ਵਰਗ ਵਿੱਚ ਖਿਡਾਰਨਾਂ ਨੇ ਪਹਿਲਾ ਸਥਾਨ ਹਾਸਲ ਕੀਤਾ। ਜੇਤੂ ਟੀਮਾਂ ਦਾ ਪਿੰਡ ਪਹੁੰਚਣ ਉੱਤੇ ਨਿੱਘਾ ਸਵਾਗਤ ਕੀਤਾ ਗਿਆ। — [730, 1046, 940, 1079]
pensioners-headline: ਪੈਨਸ਼ਨਰ ਐਸੋਸੀਏਸ਼ਨ ਤੇ ਮੁਲਾਜ਼ਮ ਐਕਸ਼ਨ ਕਮੇਟੀ ਨੇ ਪੱਟੀ ਵਿਖੇ ਪੰਜਾਬ ਸਰਕਾਰ ਦਾ ਪੁਤਲਾ ਫੂਕਿਆ — [7, 42, 341, 83]
barnala-headline: ਬਰਨਾਲਾ ਨਗਰ ਕੌਂਸਲ ਦੀ ਚੋਣ ਦਾ ਰੇੜਕਾ, ਪ੍ਰਧਾਨਗੀ ਫਿਰ ਬਰਨਾਲਾ ਤੋਂ — [43, 619, 313, 631]
school-sports-headline: ਬਾਬਾ ਜਸਵੰਤ ਸਿੰਘ ਪਬਲਿਕ ਸੀਨੀਅਰ ਸੈਕੰਡਰੀ ਸਕੂਲ ਰੌਤਾ, ਦੀਆਂ ਟੀਮਾਂ ਨੇ ਜੋਨ ਪੱਧਰੀ ਹੀਰਾ ਸਿੰਘ ਦੇ ਹੋਏ ਮੁਕਾਬਲਿਆਂ 'ਚ ਮਾਰੀਆ ਮੱਲਾਂ — [7, 1004, 223, 1025]
baba-nand-singh-headline: ਬਾਬਾ ਨੰਦ ਸਿੰਘ ਜੀ ਦੀ ਬਰਸੀ ਸਬੰਧੀ ਪੰਜ ਰੋਜ਼ਾ ਧਾਰਮਿਕ ਸਮਾਗਮਾਂ ਦੀਆਂ ਤਿਆਰੀਆਂ ਆਰੰਭ — [588, 42, 923, 53]
paper-logo — [740, 2, 935, 36]
barnala-photo-2 — [146, 656, 238, 756]
panth-sevak-photo-2 — [244, 1240, 364, 1324]
kisan-union-subhead: ਮਸਲੇ ਦਾ ਅਗਰ ਜਲਦ ਹੱਲ ਨਾ ਕੀਤਾ ਗਿਆ ਤਾਂ ਆਉਣ ਵਾਲੀ 11 ਨੂੰ ਟੋਲ ਕੀਤਾ ਜਾਵੇਗਾ ਫਰੀ - ਜਥੇਦਾਰ ਚੀਮਾ — [490, 1190, 829, 1200]
registration-mark — [894, 1495, 904, 1505]
